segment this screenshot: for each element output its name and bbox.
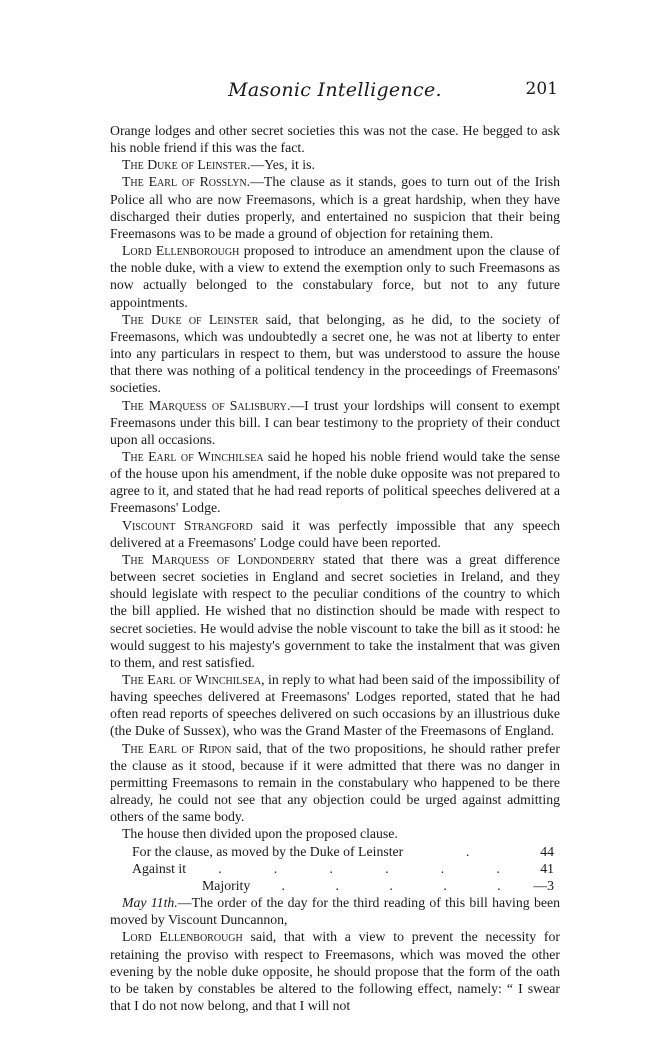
paragraph: The house then divided upon the proposed clause. <box>122 826 398 842</box>
paragraph-text: said it was perfectly impossible that any speech delivered at a Freemasons' Lodge could have been reported. <box>110 517 560 550</box>
paragraph-text: said he hoped his noble friend would take the sense of the house upon his amendment, if the noble duke opposite was not prepared to agree to it, and stated that he had read reports of political speeches delivered at a Freemasons' Lodge. <box>110 448 560 516</box>
speaker-name: The Marquess of Londonderry <box>122 551 316 567</box>
paragraph-text: said, that belonging, as he did, to the society of Freemasons, which was undoubtedly a secret one, he was not at liberty to enter into any particulars in respect to them, but was understood to assure the house that there was nothing of a political tendency in the proceedings of Freemasons' societies. <box>110 311 560 396</box>
division-row-majority <box>132 877 554 894</box>
speaker-name: Viscount Strangford <box>122 517 253 533</box>
division-value: —3 <box>533 877 554 893</box>
speaker-name: The Earl of Winchilsea <box>122 672 262 687</box>
paragraph-text: —I trust your lordships will consent to exempt Freemasons under this bill. I can bear testimony to the propriety of their conduct upon all occasions. <box>110 397 560 447</box>
paragraph <box>110 894 560 928</box>
paragraph-text: stated that there was a great difference between secret societies in England and secret societies in Ireland, and they should legislate with respect to the peculiar conditions of the country to which the bill applied. He wished that no distinction should be made with respect to secret societies. He would advise the noble viscount to take the bill as it stood: he would suggest to his majesty's government to take the instalment that was given to them, and rest satisfied. <box>110 551 560 670</box>
paragraph <box>110 551 560 671</box>
leader-dots: . . . . . . <box>218 860 500 876</box>
division-row-against <box>132 860 554 877</box>
leader-dots: . <box>465 843 470 859</box>
paragraph-text: said, that of the two propositions, he should rather prefer the clause as it stood, because if it were admitted that there was no danger in permitting Freemasons to remain in the constabulary who happened to be there already, he could not see that any objection could be urged against admitting others of the same body. <box>110 740 560 825</box>
page-header <box>110 79 560 109</box>
paragraph <box>110 928 560 1014</box>
paragraph-text: said, that with a view to prevent the necessity for retaining the proviso with respect to Freemasons, which was moved the other evening by the noble duke opposite, he should propose that the form of the oath to be taken by constables be altered to the following effect, namely: “ I swear that I do not now belong, and that I will not <box>110 929 560 1013</box>
paragraph-text: proposed to introduce an amendment upon the clause of the noble duke, with a view to extend the exemption only to such Freemasons as now actually belonged to the constabulary force, but not to any future appointments. <box>110 243 560 310</box>
page-number: 201 <box>525 79 558 99</box>
running-title: Masonic Intelligence. <box>228 79 442 101</box>
paragraph-text: —The clause as it stands, goes to turn out of the Irish Police all who are now Freemasons, which is a great hardship, when they have discharged their duties properly, and entertained no suspicion that their being Freemasons was to be made a ground of objection for retaining them. <box>110 174 560 241</box>
paragraph-text: —The order of the day for the third reading of this bill having been moved by Viscount Duncannon, <box>110 895 560 928</box>
paragraph <box>110 311 560 397</box>
paragraph-text: —Yes, it is. <box>250 157 315 173</box>
speaker-name: The Earl of Rosslyn. <box>122 174 251 190</box>
paragraph <box>110 156 560 173</box>
speaker-name: The Earl of Ripon <box>122 740 232 756</box>
division-value: 44 <box>540 843 554 859</box>
paragraph-text: , in reply to what had been said of the impossibility of having speeches delivered at Freemasons' Lodges reported, stated that he had often read reports of speeches delivered on such occasions by an illustrious duke (the Duke of Sussex), who was the Grand Master of the Freemasons of England. <box>110 672 560 739</box>
leader-dots: . . . . . <box>281 877 501 893</box>
speaker-name: The Earl of Winchilsea <box>122 448 264 464</box>
entry-date: May 11th. <box>122 895 178 911</box>
division-label: Against it <box>132 860 187 876</box>
division-row-for <box>132 843 554 860</box>
paragraph <box>110 740 560 826</box>
paragraph: Orange lodges and other secret societies this was not the case. He begged to ask his noble friend if this was the fact. <box>110 123 560 156</box>
paragraph <box>110 448 560 517</box>
speaker-name: Lord Ellenborough <box>122 929 243 945</box>
speaker-name: The Marquess of Salisbury. <box>122 397 291 413</box>
paragraph <box>110 671 560 740</box>
paragraph <box>110 517 560 551</box>
speaker-name: The Duke of Leinster. <box>122 157 251 173</box>
paragraph <box>110 173 560 242</box>
division-table <box>110 843 560 894</box>
division-label: For the clause, as moved by the Duke of Leinster <box>132 843 404 859</box>
paragraph <box>110 242 560 311</box>
division-value: 41 <box>540 860 554 876</box>
division-label: Majority <box>202 877 251 893</box>
paragraph <box>110 397 560 448</box>
article-body <box>110 122 560 1014</box>
speaker-name: Lord Ellenborough <box>122 243 240 259</box>
speaker-name: The Duke of Leinster <box>122 311 259 327</box>
